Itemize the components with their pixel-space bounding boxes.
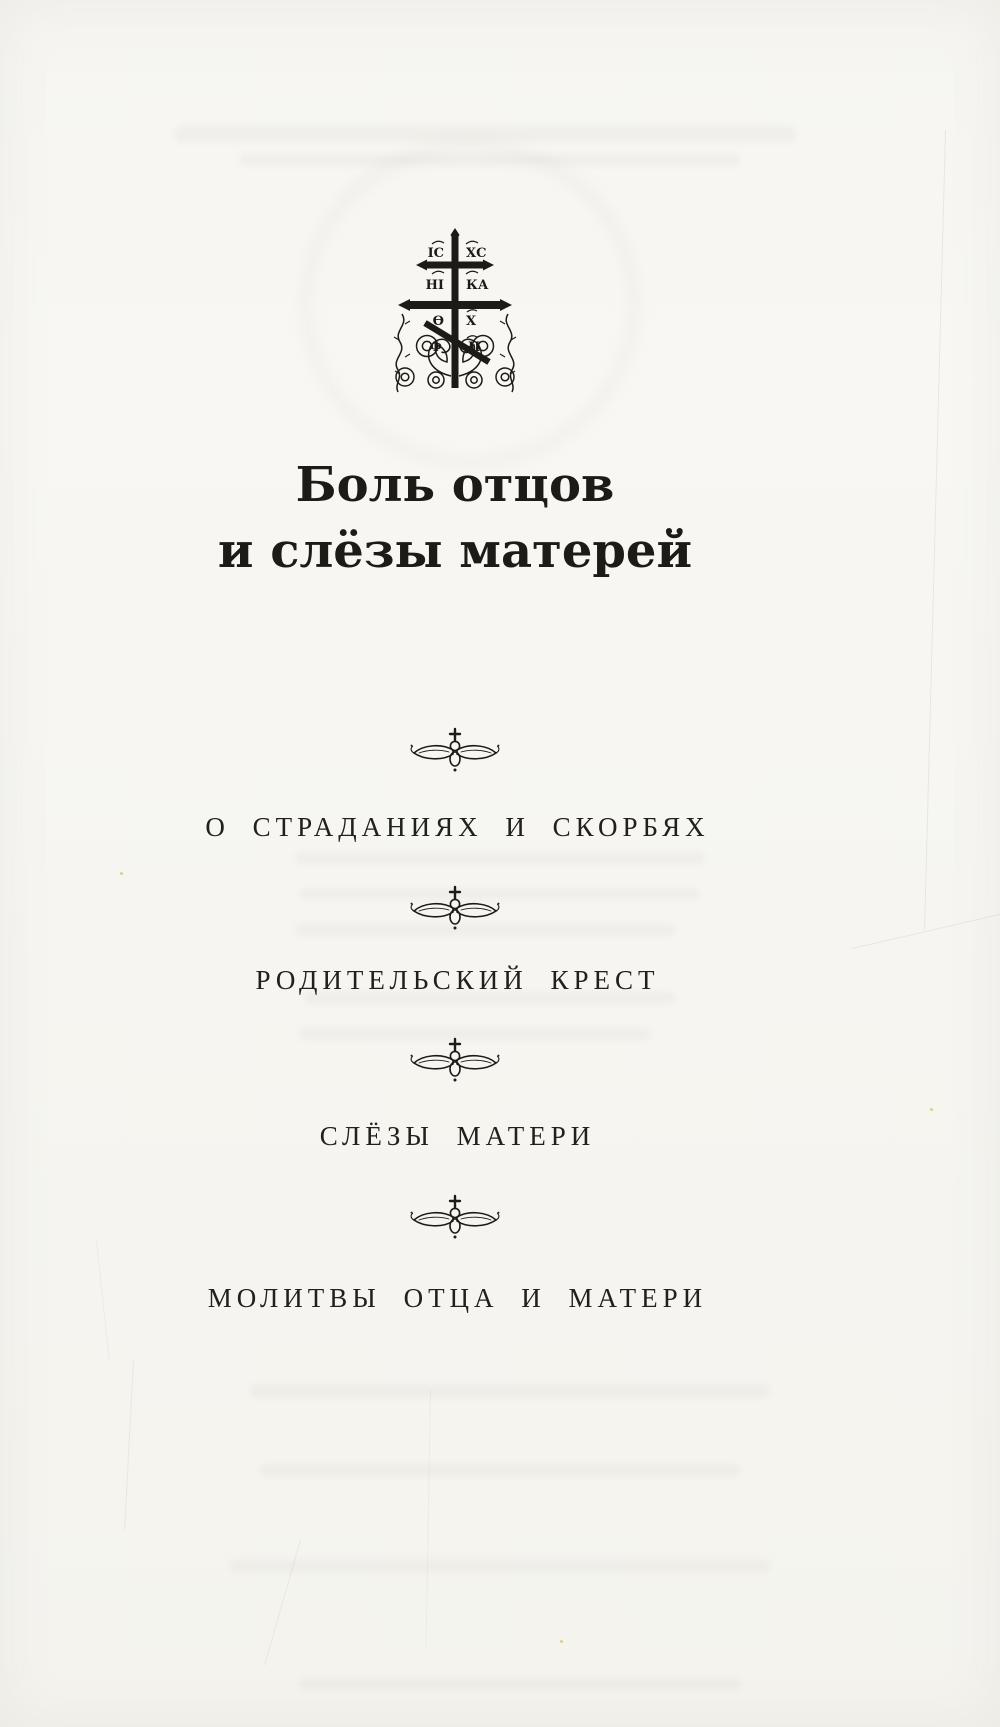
floral-cross-divider-icon <box>407 884 503 938</box>
section-heading-3: СЛЁЗЫ МАТЕРИ <box>319 1121 596 1151</box>
floral-cross-divider-icon <box>407 1193 503 1247</box>
cross-inscription-xc: ХС <box>466 246 487 261</box>
paper-crease <box>924 130 946 930</box>
cross-inscription-x1: Х <box>466 314 477 329</box>
book-title <box>0 452 910 584</box>
cross-inscription-f2: Ф <box>429 340 442 355</box>
floral-cross-divider-icon <box>407 1036 503 1090</box>
book-title-line2: и слёзы матерей <box>217 523 693 579</box>
section-heading-4: МОЛИТВЫ ОТЦА И МАТЕРИ <box>207 1283 708 1313</box>
floral-cross-divider-icon <box>407 726 503 780</box>
cross-inscription-ka: КА <box>466 278 489 293</box>
calvary-cross-icon <box>355 224 555 400</box>
cross-inscription-ni: НІ <box>425 278 444 293</box>
paper-speck <box>930 1108 933 1111</box>
cross-inscription-p1: П <box>468 340 481 355</box>
section-heading-1: О СТРАДАНИЯХ И СКОРБЯХ <box>205 812 710 842</box>
book-title-line1: Боль отцов <box>295 457 615 513</box>
cross-inscription-ic: ІС <box>427 246 444 261</box>
section-heading-2: РОДИТЕЛЬСКИЙ КРЕСТ <box>255 965 660 995</box>
cross-inscription-f1: Ѳ <box>432 314 444 329</box>
